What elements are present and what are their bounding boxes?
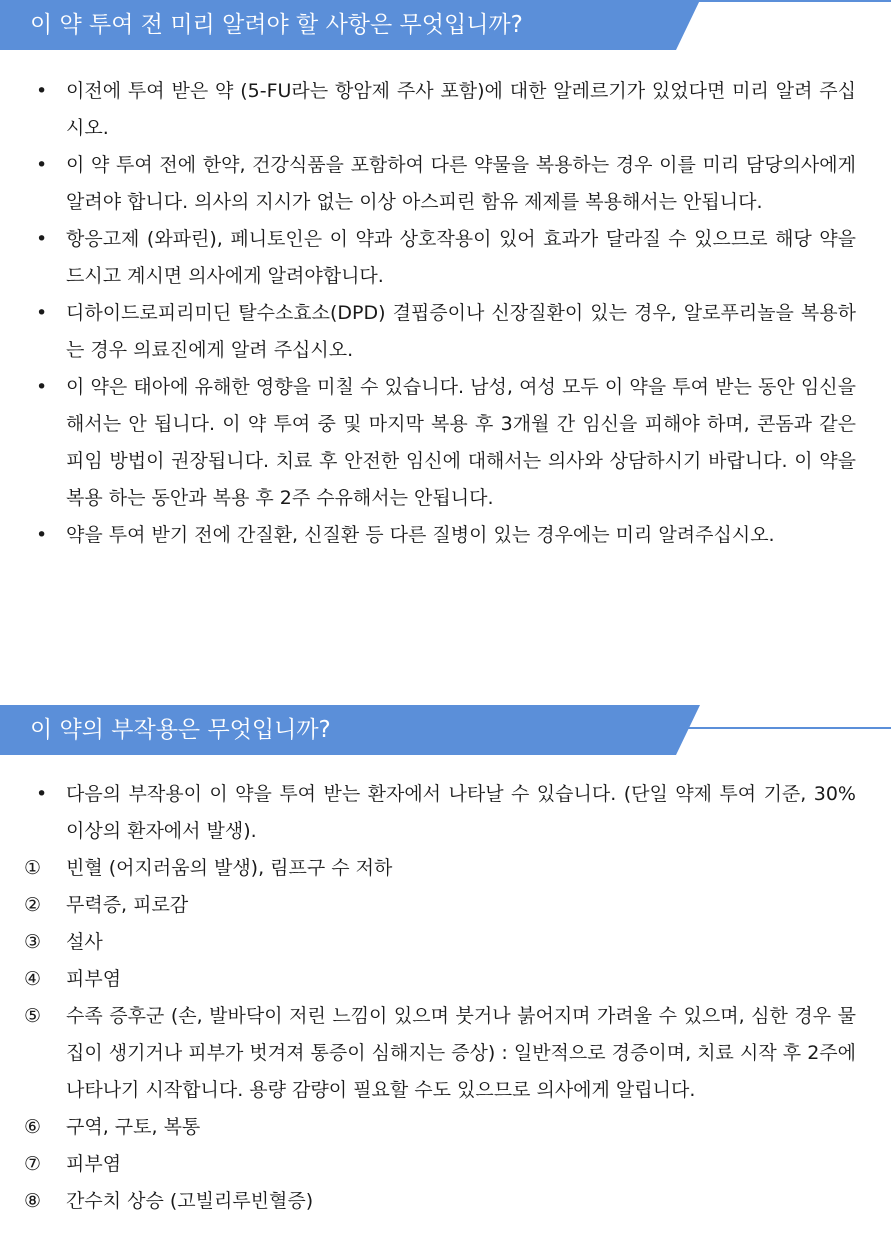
bullet-icon: • (36, 154, 48, 176)
list-item-text: 약을 투여 받기 전에 간질환, 신질환 등 다른 질병이 있는 경우에는 미리 알려주십시오. (66, 524, 775, 546)
section-title: 이 약 투여 전 미리 알려야 할 사항은 무엇입니까? (30, 12, 523, 38)
numbered-item-text: 무력증, 피로감 (66, 894, 189, 916)
numbered-item (24, 1146, 856, 1183)
numbered-item (24, 887, 856, 924)
numbered-item-text: 피부염 (66, 1153, 122, 1175)
list-item (34, 147, 856, 221)
number-marker: ② (24, 894, 42, 916)
number-marker: ③ (24, 931, 42, 953)
section-title: 이 약의 부작용은 무엇입니까? (30, 717, 331, 743)
numbered-item (24, 1183, 856, 1220)
numbered-item (24, 998, 856, 1109)
header-divider-line (685, 727, 891, 729)
list-item (34, 776, 856, 850)
bullet-icon: • (36, 783, 48, 805)
list-item (34, 73, 856, 147)
number-marker: ⑤ (24, 1005, 42, 1027)
number-marker: ① (24, 857, 42, 879)
numbered-item (24, 924, 856, 961)
section-header-precautions (0, 0, 891, 50)
numbered-item (24, 961, 856, 998)
numbered-item (24, 1109, 856, 1146)
list-item (34, 221, 856, 295)
number-marker: ⑦ (24, 1153, 42, 1175)
precautions-list (34, 73, 856, 554)
list-item-text: 항응고제 (와파린), 페니토인은 이 약과 상호작용이 있어 효과가 달라질 수 있으므로 해당 약을 드시고 계시면 의사에게 알려야합니다. (66, 228, 856, 287)
number-marker: ④ (24, 968, 42, 990)
bullet-icon: • (36, 524, 48, 546)
numbered-item (24, 850, 856, 887)
list-item-text: 디하이드로피리미딘 탈수소효소(DPD) 결핍증이나 신장질환이 있는 경우, 알로푸리놀을 복용하는 경우 의료진에게 알려 주십시오. (66, 302, 856, 361)
numbered-item-text: 구역, 구토, 복통 (66, 1116, 201, 1138)
number-marker: ⑧ (24, 1190, 42, 1212)
bullet-icon: • (36, 376, 48, 398)
bullet-icon: • (36, 228, 48, 250)
numbered-item-text: 간수치 상승 (고빌리루빈혈증) (66, 1190, 314, 1212)
list-item-text: 이 약 투여 전에 한약, 건강식품을 포함하여 다른 약물을 복용하는 경우 이를 미리 담당의사에게 알려야 합니다. 의사의 지시가 없는 이상 아스피린 함유 제제를 복용해서는 안됩니다. (66, 154, 856, 213)
list-item-text: 다음의 부작용이 이 약을 투여 받는 환자에서 나타날 수 있습니다. (단일 약제 투여 기준, 30% 이상의 환자에서 발생). (66, 783, 856, 842)
bullet-icon: • (36, 302, 48, 324)
numbered-item-text: 설사 (66, 931, 103, 953)
list-item (34, 369, 856, 517)
side-effects-list (24, 776, 856, 1220)
number-marker: ⑥ (24, 1116, 42, 1138)
list-item-text: 이 약은 태아에 유해한 영향을 미칠 수 있습니다. 남성, 여성 모두 이 약을 투여 받는 동안 임신을 해서는 안 됩니다. 이 약 투여 중 및 마지막 복용 후 3개월 간 임신을 피해야 하며, 콘돔과 같은 피임 방법이 권장됩니다. 치료 후 안전한 임신에 대해서는 의사와 상담하시기 바랍니다. 이 약을 복용 하는 동안과 복용 후 2주 수유해서는 안됩니다. (66, 376, 856, 509)
section-header-side-effects (0, 705, 891, 755)
list-item (34, 295, 856, 369)
header-divider-line (695, 0, 891, 2)
numbered-item-text: 빈혈 (어지러움의 발생), 림프구 수 저하 (66, 857, 393, 879)
list-item (34, 517, 856, 554)
bullet-icon: • (36, 80, 48, 102)
list-item-text: 이전에 투여 받은 약 (5-FU라는 항암제 주사 포함)에 대한 알레르기가 있었다면 미리 알려 주십시오. (66, 80, 856, 139)
numbered-item-text: 피부염 (66, 968, 122, 990)
numbered-item-text: 수족 증후군 (손, 발바닥이 저린 느낌이 있으며 붓거나 붉어지며 가려울 수 있으며, 심한 경우 물집이 생기거나 피부가 벗겨져 통증이 심해지는 증상) : 일반적으로 경증이며, 치료 시작 후 2주에 나타나기 시작합니다. 용량 감량이 필요할 수도 있으므로 의사에게 알립니다. (66, 1005, 856, 1101)
